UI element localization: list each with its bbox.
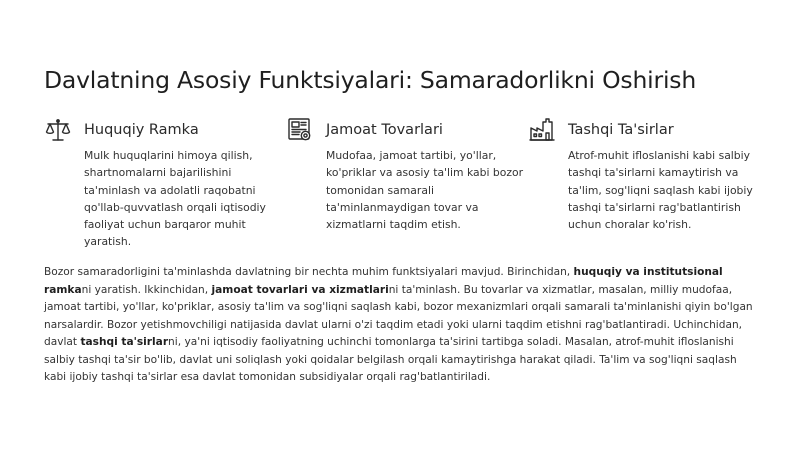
column-body: Atrof-muhit ifloslanishi kabi salbiy tashqi ta'sirlarni kamaytirish va ta'lim, sog'liqni saqlash kabi ijobiy tashqi ta'sirlarni rag'batlantirish uchun choralar ko'rish. [568, 149, 753, 232]
column-title: Tashqi Ta'sirlar [568, 122, 674, 138]
page-title: Davlatning Asosiy Funktsiyalari: Samaradorlikni Oshirish [44, 66, 697, 94]
paragraph-text: ni yaratish. Ikkinchidan, [81, 283, 212, 296]
column-title: Huquqiy Ramka [84, 122, 199, 138]
paragraph-text: ni ta'minlash. Bu tovarlar va xizmatlar, masalan, milliy mudofaa, jamoat tartibi, yo'llar, ko'priklar, asosiy ta'lim va sog'liqni saqlash kabi, bozor mexanizmlari orqali samarali ta'minlanishi qiyin bo'lgan narsalardir. Bozor yetishmovchiligi natijasida davlat ularni o'zi taqdim etadi yoki ularni taqdim etishni rag'batlantiradi. Uchinchidan, davlat [44, 283, 753, 348]
paragraph-text: Bozor samaradorligini ta'minlashda davlatning bir nechta muhim funktsiyalari mavjud. Birinchidan, [44, 266, 574, 278]
column-body: Mudofaa, jamoat tartibi, yo'llar, ko'priklar va asosiy ta'lim kabi bozor tomonidan samarali ta'minlanmaydigan tovar va xizmatlarni taqdim etish. [326, 149, 524, 232]
scales-icon [44, 116, 72, 144]
bold-term: jamoat tovarlari va xizmatlari [211, 283, 389, 296]
bold-term: tashqi ta'sirlar [80, 336, 169, 348]
newspaper-icon [286, 116, 314, 144]
body-paragraph [44, 264, 756, 387]
column-title: Jamoat Tovarlari [326, 122, 443, 138]
paragraph-text: ni, ya'ni iqtisodiy faoliyatning uchinchi tomonlarga ta'sirini tartibga soladi. Masalan, atrof-muhit ifloslanishi salbiy tashqi ta'sir bo'lib, davlat uni soliqlash yoki qoidalar belgilash orqali kamaytirishga harakat qiladi. Ta'lim va sog'liqni saqlash kabi ijobiy tashqi ta'sirlar esa davlat tomonidan subsidiyalar orqali rag'batlantiriladi. [44, 336, 737, 383]
column-body: Mulk huquqlarini himoya qilish, shartnomalarni bajarilishini ta'minlash va adolatli raqobatni qo'llab-quvvatlash orqali iqtisodiy faoliyat uchun barqaror muhit yaratish. [84, 149, 266, 249]
factory-icon [528, 116, 556, 144]
bold-term: huquqiy va institutsional ramka [44, 266, 723, 296]
